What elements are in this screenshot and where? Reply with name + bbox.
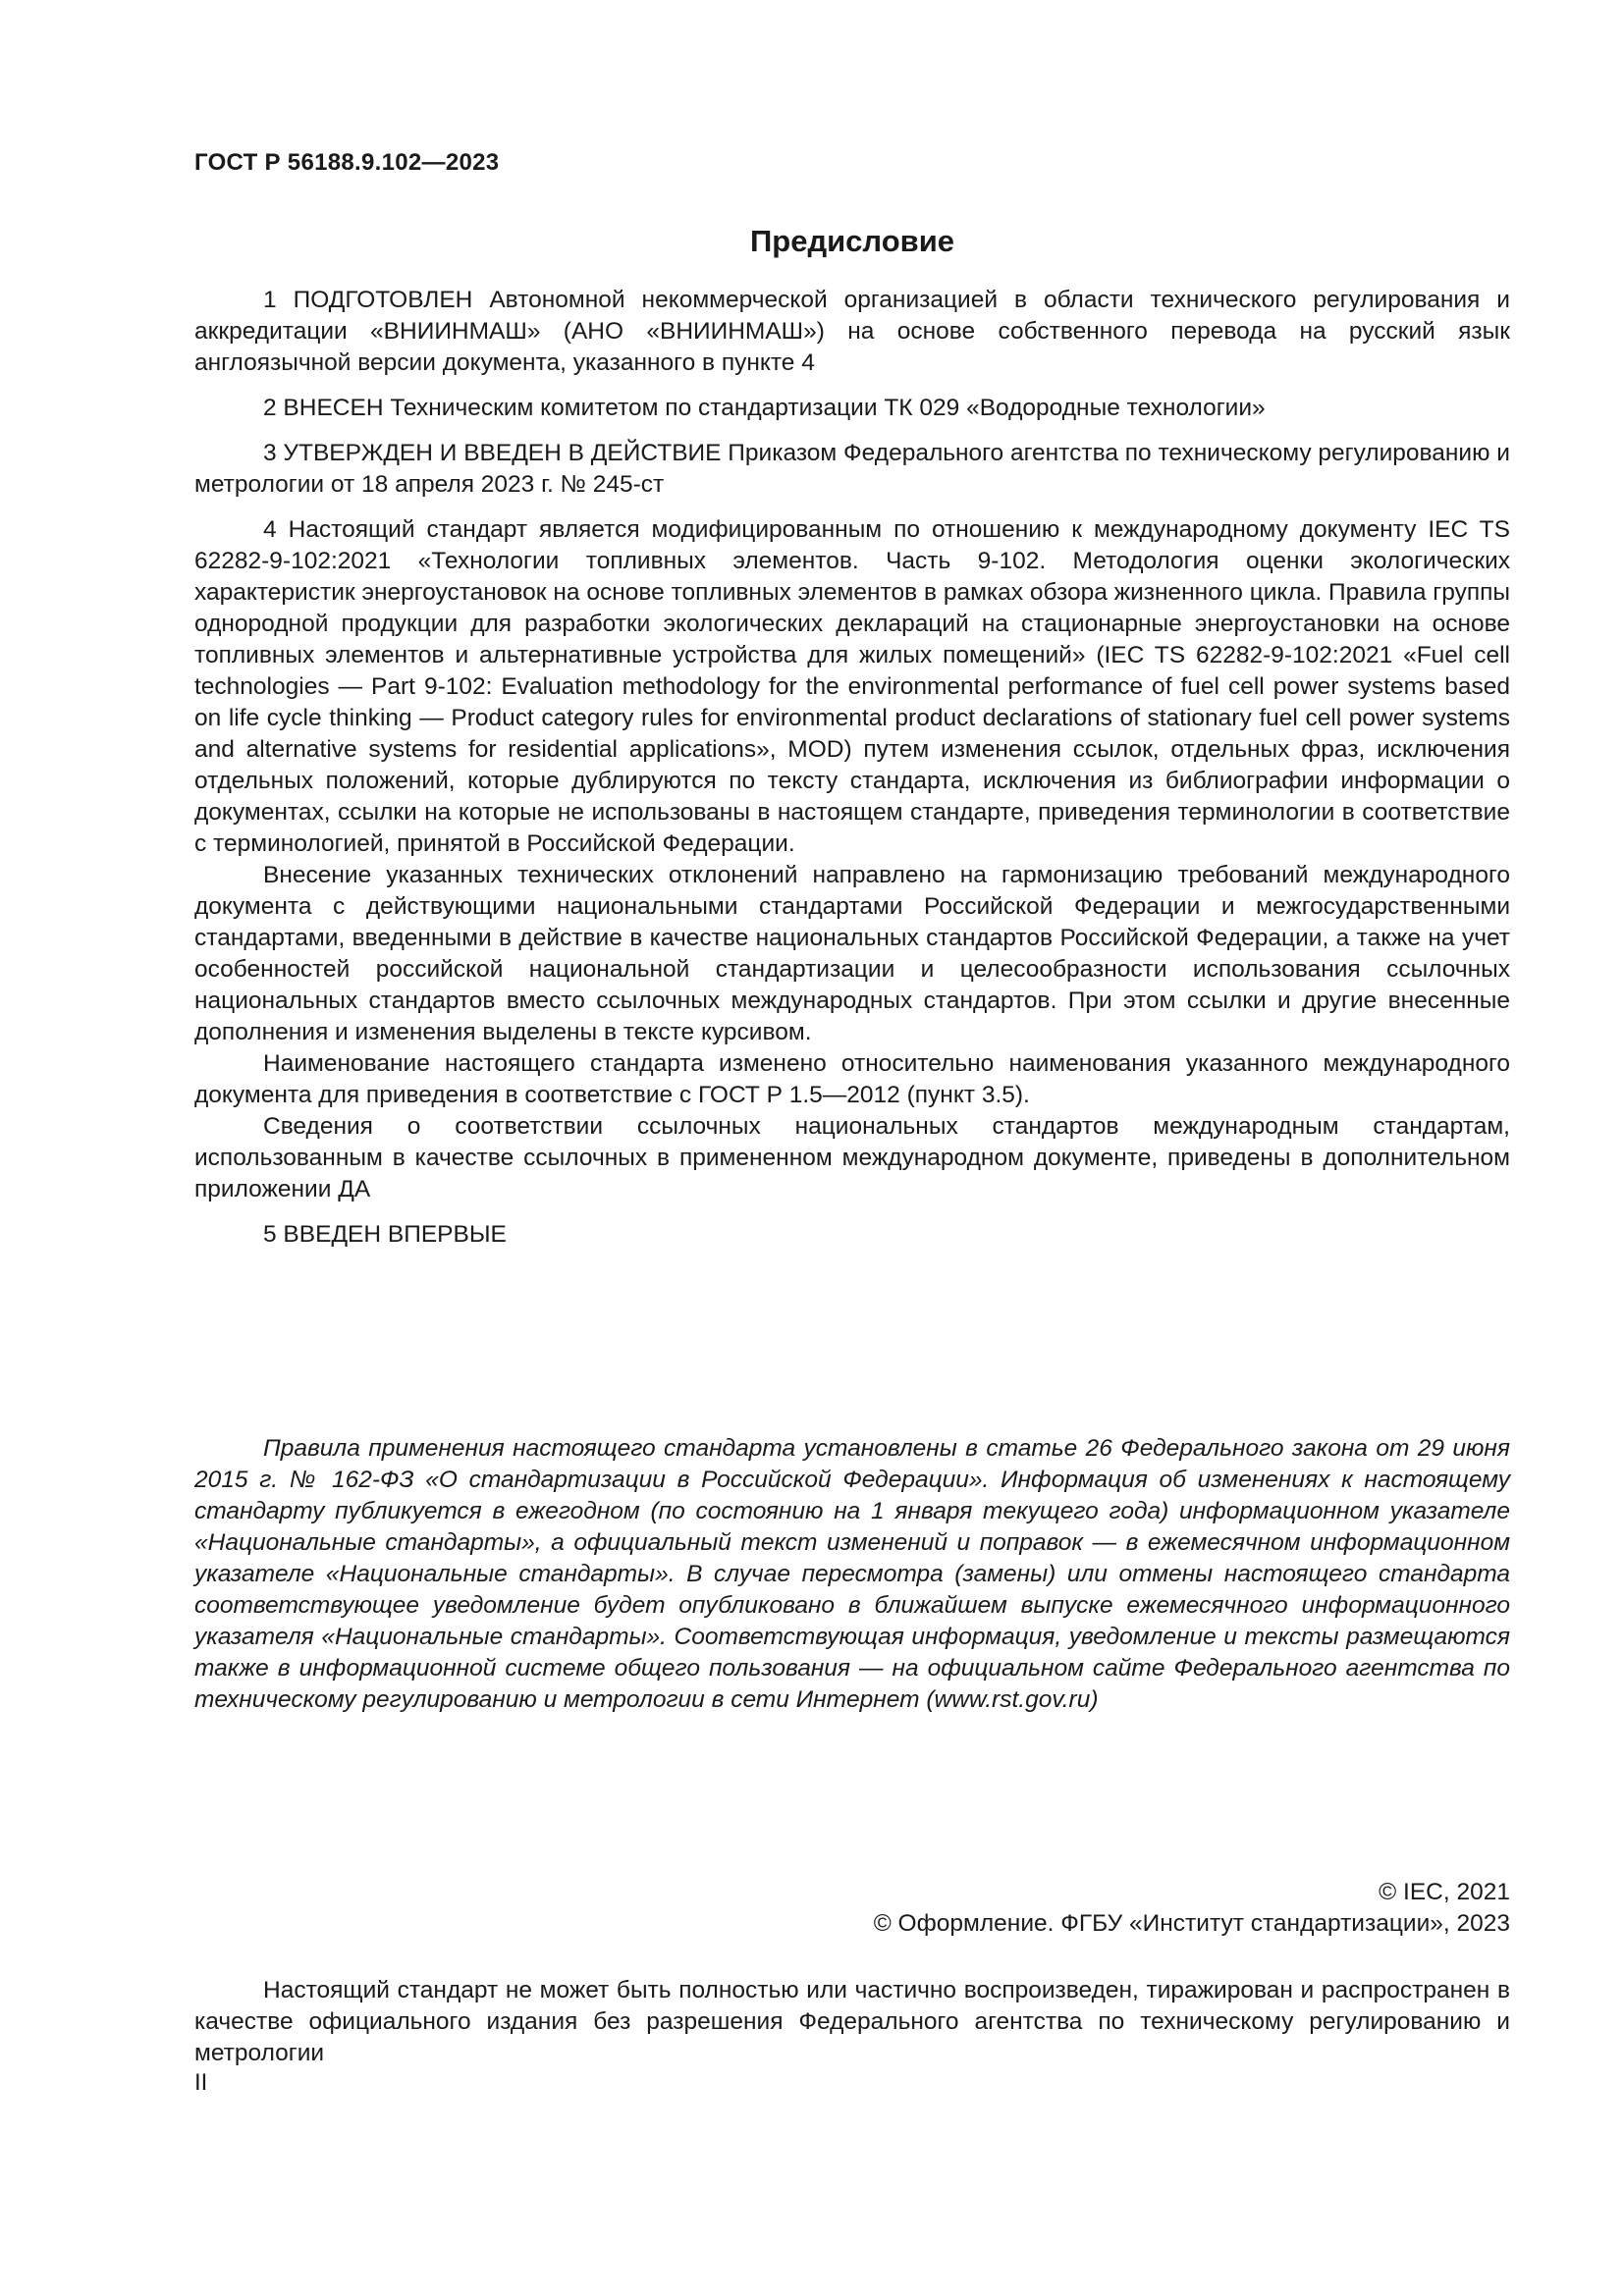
copyright-iec: © IEC, 2021: [1379, 1879, 1510, 1905]
page-title: Предисловие: [749, 224, 954, 258]
item-1: 1 ПОДГОТОВЛЕН Автономной некоммерческой организацией в области технического регулирования и аккредитации «ВНИИНМАШ» (АНО «ВНИИНМАШ») на основе собственного перевода на русский язык англоязычной версии документа, указанного в пункте 4: [194, 287, 1510, 376]
application-rules-notice: Правила применения настоящего стандарта установлены в статье 26 Федерального закона от 29 июня 2015 г. № 162-ФЗ «О стандартизации в Российской Федерации». Информация об изменениях к настоящему стандарту публикуется в ежегодном (по состоянию на 1 января текущего года) информационном указателе «Национальные стандарты», а официальный текст изменений и поправок — в ежемесячном информационном указателе «Национальные стандарты». В случае пересмотра (замены) или отмены настоящего стандарта соответствующее уведомление будет опубликовано в ближайшем выпуске ежемесячного информационного указателя «Национальные стандарты». Соответствующая информация, уведомление и тексты размещаются также в информационной системе общего пользования — на официальном сайте Федерального агентства по техническому регулированию и метрологии в сети Интернет (www.rst.gov.ru): [194, 1435, 1510, 1713]
item-2: 2 ВНЕСЕН Техническим комитетом по стандартизации ТК 029 «Водородные технологии»: [263, 395, 1266, 421]
item-4-para-3: Наименование настоящего стандарта изменено относительно наименования указанного международного документа для приведения в соответствие с ГОСТ Р 1.5—2012 (пункт 3.5).: [194, 1050, 1510, 1108]
item-3: 3 УТВЕРЖДЕН И ВВЕДЕН В ДЕЙСТВИЕ Приказом Федерального агентства по техническому регулированию и метрологии от 18 апреля 2023 г. № 245-ст: [194, 440, 1510, 498]
standard-code: ГОСТ Р 56188.9.102—2023: [194, 149, 500, 176]
item-5: 5 ВВЕДЕН ВПЕРВЫЕ: [263, 1221, 507, 1248]
copyright-block: [874, 1877, 1510, 1940]
copyright-design: © Оформление. ФГБУ «Институт стандартизации», 2023: [873, 1910, 1510, 1937]
item-4-para-2: Внесение указанных технических отклонений направлено на гармонизацию требований международного документа с действующими национальными стандартами Российской Федерации и межгосударственными стандартами, введенными в действие в качестве национальных стандартов Российской Федерации, а также на учет особенностей российской национальной стандартизации и целесообразности использования ссылочных национальных стандартов вместо ссылочных международных стандартов. При этом ссылки и другие внесенные дополнения и изменения выделены в тексте курсивом.: [194, 862, 1510, 1045]
item-4: 4 Настоящий стандарт является модифицированным по отношению к международному документу IEC TS 62282-9-102:2021 «Технологии топливных элементов. Часть 9-102. Методология оценки экологических характеристик энергоустановок на основе топливных элементов в рамках обзора жизненного цикла. Правила группы однородной продукции для разработки экологических деклараций на стационарные энергоустановки на основе топливных элементов и альтернативные устройства для жилых помещений» (IEC TS 62282-9-102:2021 «Fuel cell technologies — Part 9-102: Evaluation methodology for the environmental performance of fuel cell power systems based on life cycle thinking — Product category rules for environmental product declarations of stationary fuel cell power systems and alternative systems for residential applications», MOD) путем изменения ссылок, отдельных фраз, исключения отдельных положений, которые дублируются по тексту стандарта, исключения из библиографии информации о документах, ссылки на которые не использованы в настоящем стандарте, приведения терминологии в соответствие с терминологией, принятой в Российской Федерации.: [194, 516, 1510, 857]
page-number: II: [194, 2069, 208, 2096]
foreword-body: [194, 285, 1510, 1251]
item-4-para-4: Сведения о соответствии ссылочных национальных стандартов международным стандартам, использованным в качестве ссылочных в примененном международном документе, приведены в дополнительном приложении ДА: [194, 1113, 1510, 1202]
reprint-restriction: Настоящий стандарт не может быть полностью или частично воспроизведен, тиражирован и распространен в качестве официального издания без разрешения Федерального агентства по техническому регулированию и метрологии: [194, 1977, 1510, 2066]
